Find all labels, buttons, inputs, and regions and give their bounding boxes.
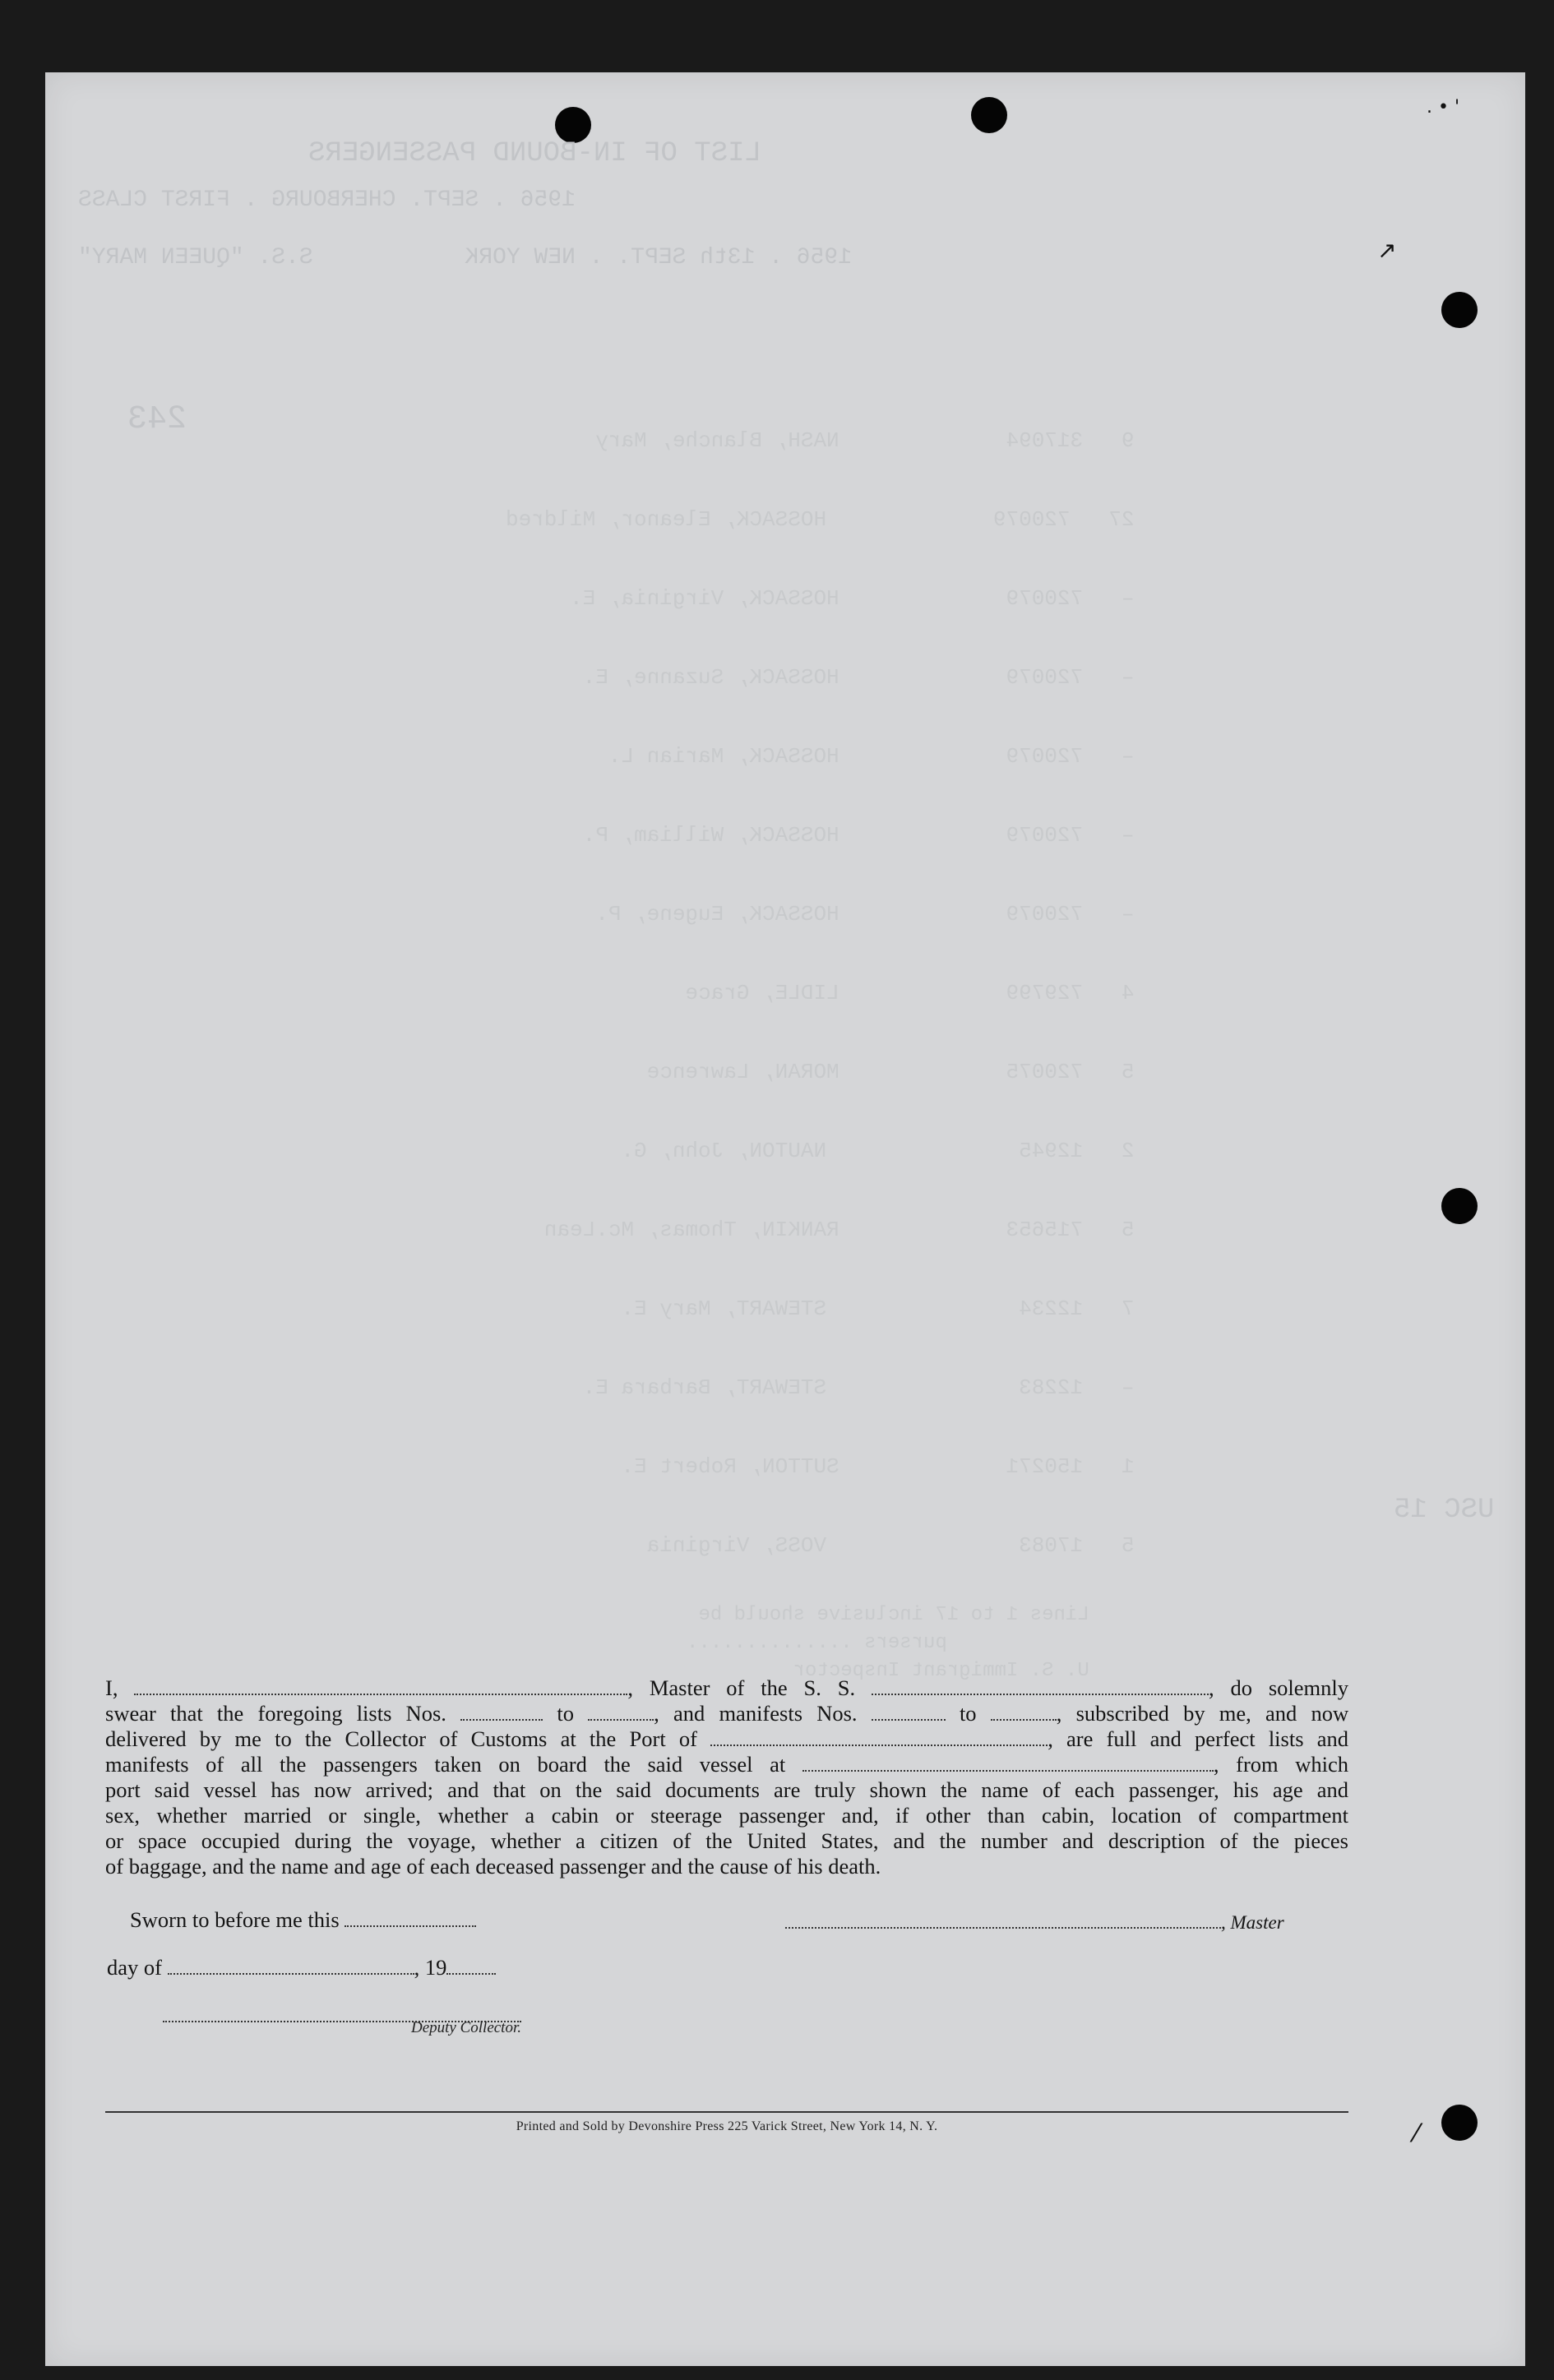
port-field[interactable] — [710, 1728, 1048, 1746]
manifests-to-field[interactable] — [991, 1703, 1057, 1721]
oath-master-of-ss: , Master of the S. S. — [627, 1675, 856, 1700]
ship-name-field[interactable] — [872, 1677, 1209, 1695]
manifest-page: LIST OF IN-BOUND PASSENGERS 1956 . SEPT. CHERBOURG . FIRST CLASS 1956 . 13th SEPT. . NEW YORK S.S. "QUEEN MARY" 243 9 317094 NASH, Blanche, Mary 27 720079 HOSSACK, Eleanor, Mildred – 720079 HOSSACK, Virginia, E. – 720079 HOSSACK, Suzanne, E. – 720079 HOSSACK, Marian L. – 720079 HOSSACK, William, P. – 720079 HOSSACK, Eugene, P. 4 729799 LIDLE, Grace 5 720075 MORAN, Lawrence 2 12945 NAUTON, John, G. 5 715653 RANKIN, Thomas, Mc.Lean 7 12234 STEWART, Mary E. – 12283 STEWART, Barbara E. 1 150271 SUTTON, Robert E. 5 17083 VOSS, Virginia USC 15 Lines 1 to 17 inclusive should be pursers .............. U. S. Immigrant Inspector . • ' ↗ ⁄ — [45, 72, 1525, 2366]
day-of-line — [107, 1955, 496, 1980]
master-label: , Master — [1221, 1912, 1284, 1933]
punch-hole-top-right — [971, 97, 1007, 133]
oath-lists-nos: swear that the foregoing lists Nos. — [105, 1701, 446, 1726]
oath-line-6: sex, whether married or single, whether a cabin or steerage passenger and, if other than cabin, location of compartment — [105, 1803, 1348, 1828]
oath-line-2 — [105, 1701, 1348, 1726]
day-of-label: day of — [107, 1955, 162, 1980]
punch-hole-right-upper — [1441, 292, 1478, 328]
oath-to-2: to — [959, 1701, 977, 1726]
day-of-field[interactable] — [168, 1957, 414, 1975]
sworn-line — [130, 1907, 476, 1933]
ink-mark-right: ↗ — [1377, 237, 1397, 264]
master-signature-line — [785, 1909, 1284, 1934]
oath-manifests-all: manifests of all the passengers taken on board the said vessel at — [105, 1752, 786, 1777]
oath-line-4 — [105, 1752, 1348, 1777]
printer-imprint: Printed and Sold by Devonshire Press 225 Varick Street, New York 14, N. Y. — [516, 2119, 938, 2133]
sworn-label: Sworn to before me this — [130, 1907, 340, 1932]
punch-hole-right-lower — [1441, 2105, 1478, 2141]
oath-i: I, — [105, 1675, 118, 1700]
year-label: , 19 — [414, 1955, 447, 1980]
master-signature-field[interactable] — [785, 1911, 1221, 1929]
oath-line-7: or space occupied during the voyage, whether a citizen of the United States, and the number and description of the pieces — [105, 1828, 1348, 1853]
oath-to-1: to — [557, 1701, 574, 1726]
master-name-field[interactable] — [134, 1677, 627, 1695]
oath-line-8: of baggage, and the name and age of each deceased passenger and the cause of his death. — [105, 1854, 881, 1879]
oath-full-lists: , are full and perfect lists and — [1048, 1726, 1349, 1751]
oath-solemnly: , do solemnly — [1208, 1675, 1349, 1700]
footer-rule — [105, 2111, 1348, 2113]
oath-from-which: , from which — [1213, 1752, 1349, 1777]
lists-to-field[interactable] — [588, 1703, 654, 1721]
oath-manifests-nos: , and manifests Nos. — [654, 1701, 858, 1726]
sworn-date-field[interactable] — [345, 1909, 476, 1927]
oath-line-1 — [105, 1675, 1348, 1701]
ink-mark-top-right: . • ' — [1427, 97, 1460, 118]
oath-delivered: delivered by me to the Collector of Customs at the Port of — [105, 1726, 697, 1751]
departure-port-field[interactable] — [802, 1754, 1214, 1772]
oath-line-3 — [105, 1726, 1348, 1752]
ink-mark-bottom-right: ⁄ — [1414, 2119, 1419, 2148]
punch-hole-right-middle — [1441, 1188, 1478, 1224]
master-oath — [105, 1675, 1348, 1879]
manifests-from-field[interactable] — [872, 1703, 946, 1721]
oath-subscribed: , subscribed by me, and now — [1056, 1701, 1349, 1726]
lists-from-field[interactable] — [460, 1703, 543, 1721]
oath-line-5: port said vessel has now arrived; and that on the said documents are truly shown the name of each passenger, his age and — [105, 1777, 1348, 1802]
year-field[interactable] — [446, 1957, 496, 1975]
deputy-collector-label: Deputy Collector. — [410, 2019, 521, 2036]
